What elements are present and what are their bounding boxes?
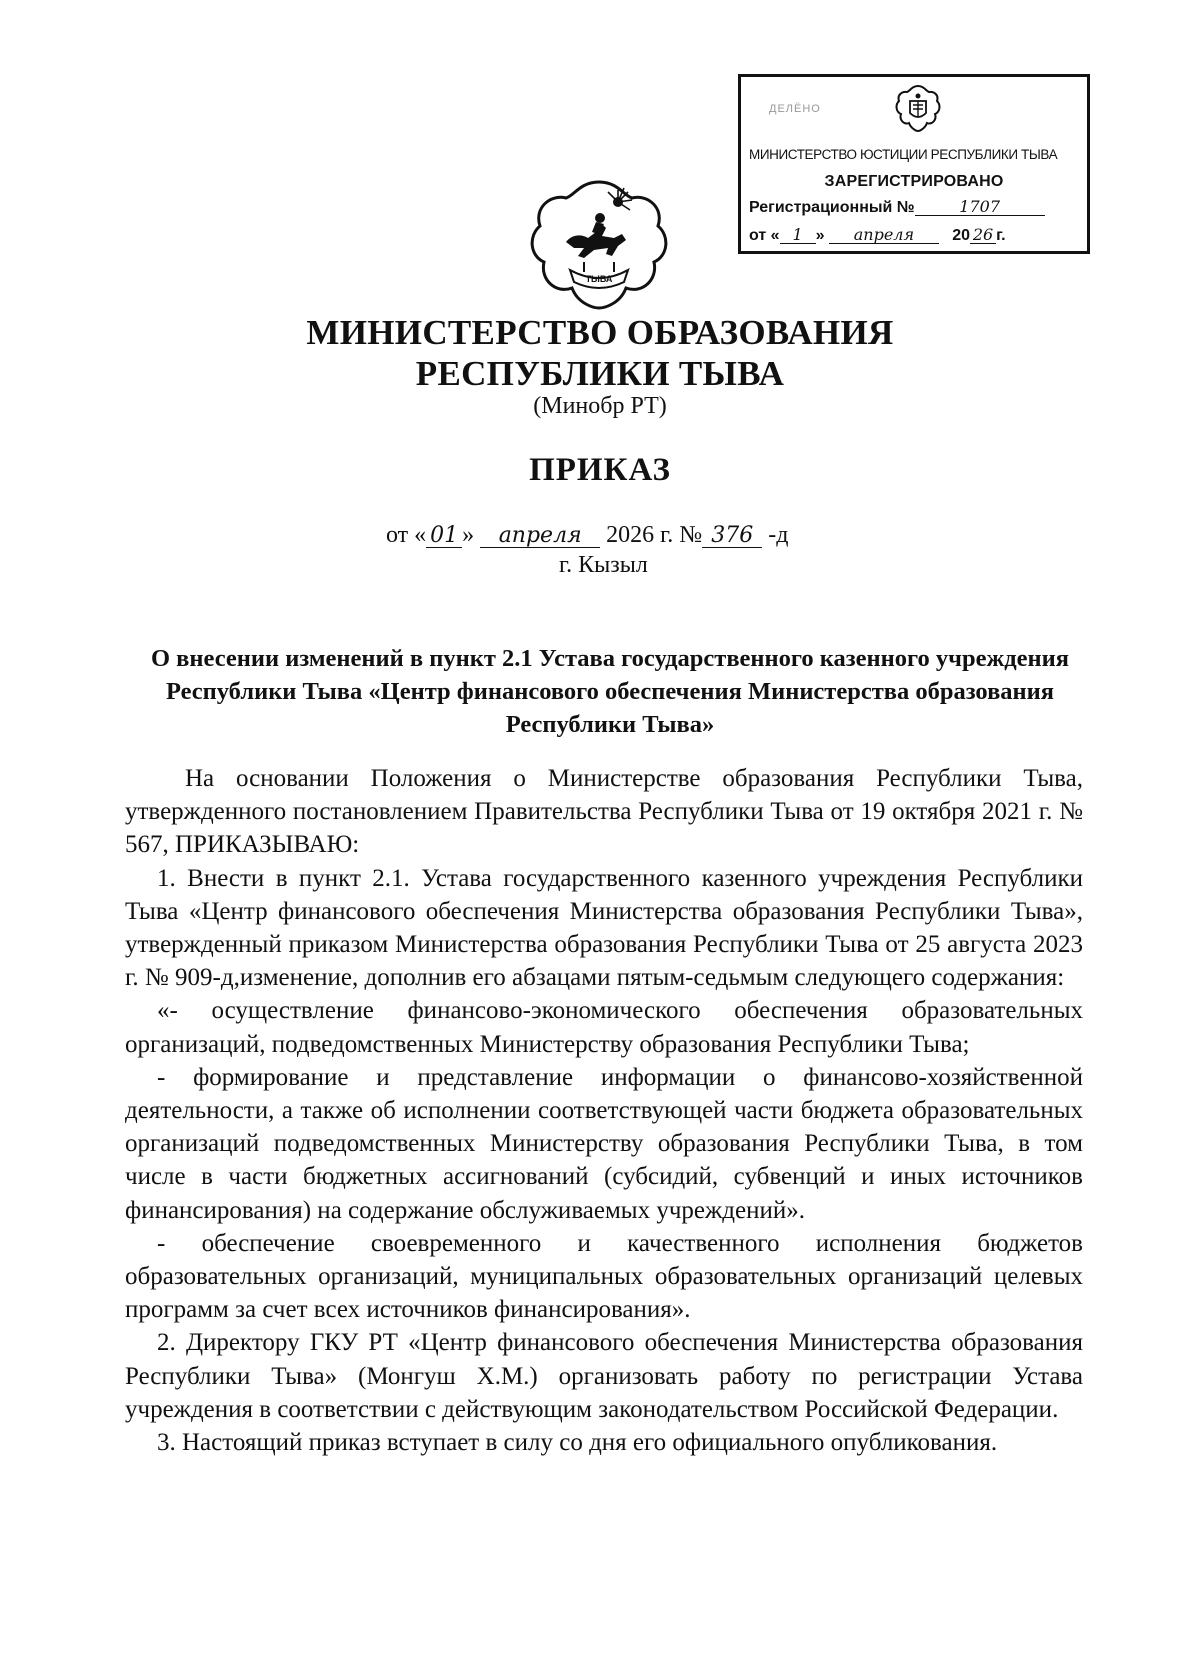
ministry-short-name: (Минобр РТ) — [533, 393, 667, 419]
ministry-name-line2: РЕСПУБЛИКИ ТЫВА — [415, 354, 785, 393]
document-title: О внесении изменений в пункт 2.1 Устава государственного казенного учреждения Республики Тыва «Центр финансового обеспечения Министерства образования Республики Тыва» — [151, 645, 1069, 738]
registration-stamp — [738, 74, 1090, 254]
document-number: 376 — [702, 525, 762, 548]
stamp-date-year-suffix: 26 — [970, 227, 996, 244]
emblem-label: ТЫВА — [585, 274, 613, 284]
paragraph-preamble: На основании Положения о Министерстве образования Республики Тыва, утвержденного постановлением Правительства Республики Тыва от 19 октября 2021 г. № 567, ПРИКАЗЫВАЮ: — [125, 765, 1083, 859]
stamp-date-day: 1 — [780, 227, 816, 244]
stamp-ministry-name: МИНИСТЕРСТВО ЮСТИЦИИ РЕСПУБЛИКИ ТЫВА — [749, 147, 1058, 162]
document-date-line — [386, 522, 788, 549]
stamp-date-year-end: г. — [996, 227, 1006, 244]
document-number-suffix: -д — [768, 522, 789, 548]
stamp-emblem-icon — [893, 83, 943, 139]
stamp-registered-label: ЗАРЕГИСТРИРОВАНО — [824, 173, 1004, 190]
ministry-name — [0, 312, 1200, 394]
paragraph-item-2: 2. Директору ГКУ РТ «Центр финансового обеспечения Министерства образования Республики Тыва» (Монгуш Х.М.) организовать работу по регистрации Устава учреждения в соответствии с действующим законодательством Российской Федерации. — [125, 1329, 1083, 1423]
stamp-date-mid: » — [815, 227, 825, 244]
stamp-registration-number: 1707 — [915, 199, 1045, 216]
document-body — [125, 762, 1083, 1459]
ministry-name-line1: МИНИСТЕРСТВО ОБРАЗОВАНИЯ — [306, 313, 894, 352]
coat-of-arms-icon — [526, 178, 672, 310]
stamp-date-row — [749, 227, 1006, 245]
document-city: г. Кызыл — [559, 552, 648, 578]
stamp-registration-label: Регистрационный № — [749, 199, 915, 216]
paragraph-item-1: 1. Внести в пункт 2.1. Устава государственного казенного учреждения Республики Тыва «Центр финансового обеспечения Министерства образования Республики Тыва», утвержденный приказом Министерства образования Республики Тыва от 25 августа 2023 г. № 909-д,изменение, дополнив его абзацами пятым-седьмым следующего содержания: — [125, 864, 1083, 992]
stamp-faint-text: ДЕЛЁНО — [769, 103, 821, 115]
stamp-date-year-prefix: 20 — [952, 227, 971, 244]
paragraph-item-1-a: «- осуществление финансово-экономического обеспечения образовательных организаций, подведомственных Министерству образования Республики Тыва; — [125, 997, 1083, 1058]
stamp-date-month: апреля — [829, 227, 939, 244]
date-prefix: от « — [386, 522, 427, 548]
stamp-date-prefix: от « — [749, 227, 780, 244]
paragraph-item-1-c: - обеспечение своевременного и качественного исполнения бюджетов образовательных организаций, муниципальных образовательных организаций целевых программ за счет всех источников финансирования». — [125, 1229, 1083, 1324]
stamp-registration-number-row — [749, 199, 1045, 217]
date-year: 2026 г. № — [606, 522, 703, 548]
document-type: ПРИКАЗ — [529, 452, 671, 488]
paragraph-item-1-b: - формирование и представление информации о финансово-хозяйственной деятельности, а также об исполнении соответствующей части бюджета образовательных организаций подведомственных Министерству образования Республики Тыва, в том числе в части бюджетных ассигнований (субсидий, субвенций и иных источников финансирования) на содержание обслуживаемых учреждений». — [125, 1063, 1083, 1224]
date-mid: » — [462, 522, 475, 548]
date-day: 01 — [426, 525, 462, 548]
date-month: апреля — [480, 525, 600, 548]
paragraph-item-3: 3. Настоящий приказ вступает в силу со дня его официального опубликования. — [157, 1429, 998, 1457]
